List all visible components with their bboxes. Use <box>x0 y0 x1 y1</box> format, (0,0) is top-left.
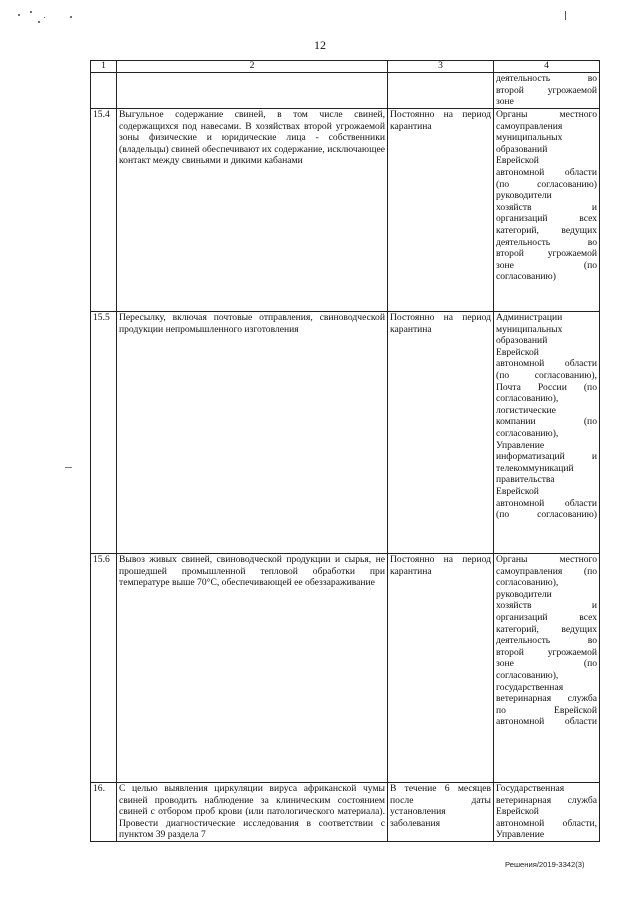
responsible-line: Почта России (по <box>496 381 597 393</box>
measure-description-cell: Выгульное содержание свиней, в том числе свиней, содержащихся под навесами. В хозяйствах второй угрожаемой зоны физические и юридические лица - собственники (владельцы) свиней обеспечивают их содержание, исключающее контакт между свиньями и дикими кабанами <box>117 109 388 312</box>
responsible-line: ветеринарная служба <box>496 693 597 705</box>
responsible-line: деятельность во <box>496 236 597 248</box>
responsible-line: муниципальных <box>496 323 563 335</box>
responsible-line: Еврейской <box>496 155 539 167</box>
responsible-line: Управление <box>496 439 545 451</box>
item-number-cell: 15.5 <box>91 312 117 554</box>
responsible-cell <box>494 554 600 783</box>
responsible-line: Администрации <box>496 312 563 323</box>
table-row <box>91 109 600 312</box>
responsible-line: Управление <box>496 829 545 841</box>
responsible-line: автономной области <box>496 497 597 509</box>
measure-description-cell <box>117 73 388 109</box>
responsible-line: деятельность во <box>496 73 597 84</box>
responsible-line: самоуправления (по <box>496 565 597 577</box>
item-number-cell: 15.4 <box>91 109 117 312</box>
responsible-line: логистические <box>496 404 556 416</box>
responsible-line: информатизаций и <box>496 451 597 463</box>
table-row <box>91 312 600 554</box>
measure-description-cell: Вывоз живых свиней, свиноводческой продукции и сырья, не прошедшей промышленной тепловой обработки при температуре выше 70°С, обеспечивающей ее обеззараживание <box>117 554 388 783</box>
responsible-line: самоуправления <box>496 120 563 132</box>
responsible-line: деятельность во <box>496 635 597 647</box>
responsible-line: Государственная <box>496 783 565 794</box>
scan-speck <box>44 17 45 18</box>
responsible-cell <box>494 312 600 554</box>
responsible-line: компании (по <box>496 416 597 428</box>
period-cell: Постоянно на период карантина <box>388 109 494 312</box>
table-header-row <box>91 61 600 73</box>
page-number: 12 <box>314 38 326 52</box>
column-header: 1 <box>91 61 117 73</box>
column-header: 4 <box>494 61 600 73</box>
scan-mark <box>565 11 566 20</box>
measure-description-cell: Пересылку, включая почтовые отправления, свиноводческой продукции непромышленного изготовления <box>117 312 388 554</box>
responsible-line: (по согласованию) <box>496 178 597 190</box>
responsible-line: образований <box>496 335 548 347</box>
responsible-line: руководители <box>496 190 552 202</box>
period-cell <box>388 73 494 109</box>
responsible-line: образований <box>496 143 548 155</box>
table-row <box>91 73 600 109</box>
responsible-line: (по согласованию), <box>496 369 597 381</box>
responsible-line: автономной области, <box>496 817 597 829</box>
responsible-line: зоне (по <box>496 658 597 670</box>
table-row <box>91 554 600 783</box>
document-code: Решения/2019-3342(3) <box>505 860 585 869</box>
responsible-line: Органы местного <box>496 109 597 120</box>
responsible-line: согласованию), <box>496 427 559 439</box>
responsible-line: категорий, ведущих <box>496 224 597 236</box>
responsible-line: автономной области <box>496 716 597 728</box>
responsible-cell <box>494 109 600 312</box>
responsible-line: зоне (по <box>496 259 597 271</box>
responsible-line: правительства <box>496 474 555 486</box>
responsible-line: телекоммуникаций <box>496 462 574 474</box>
responsible-line: государственная <box>496 681 564 693</box>
responsible-line: муниципальных <box>496 132 563 144</box>
responsible-line: Еврейской <box>496 806 539 818</box>
responsible-line: второй угрожаемой <box>496 646 597 658</box>
responsible-line: Органы местного <box>496 554 597 565</box>
responsible-cell <box>494 783 600 842</box>
column-header: 2 <box>117 61 388 73</box>
responsible-line: (по согласованию) <box>496 509 597 521</box>
responsible-line: категорий, ведущих <box>496 623 597 635</box>
responsible-line: согласованию), <box>496 393 559 405</box>
responsible-line: автономной области <box>496 166 597 178</box>
scan-mark <box>65 467 72 468</box>
measures-table <box>90 60 600 842</box>
column-header: 3 <box>388 61 494 73</box>
period-cell: В течение 6 месяцев после даты установления заболевания <box>388 783 494 842</box>
scan-speck <box>18 14 20 16</box>
scan-speck <box>30 11 32 13</box>
responsible-line: хозяйств и <box>496 201 597 213</box>
responsible-line: организаций всех <box>496 213 597 225</box>
scan-speck <box>70 16 72 18</box>
scan-speck <box>38 21 40 23</box>
item-number-cell: 15.6 <box>91 554 117 783</box>
period-cell: Постоянно на период карантина <box>388 312 494 554</box>
responsible-line: Еврейской <box>496 346 539 358</box>
period-cell: Постоянно на период карантина <box>388 554 494 783</box>
responsible-line: автономной области <box>496 358 597 370</box>
responsible-line: согласованию) <box>496 271 556 283</box>
responsible-line: согласованию), <box>496 669 559 681</box>
item-number-cell: 16. <box>91 783 117 842</box>
responsible-line: второй угрожаемой <box>496 84 597 96</box>
table-row <box>91 783 600 842</box>
responsible-cell <box>494 73 600 109</box>
responsible-line: хозяйств и <box>496 600 597 612</box>
item-number-cell <box>91 73 117 109</box>
responsible-line: ветеринарная служба <box>496 794 597 806</box>
responsible-line: руководители <box>496 588 552 600</box>
measure-description-cell: С целью выявления циркуляции вируса африканской чумы свиней проводить наблюдение за клиническим состоянием свиней с отбором проб крови (или патологического материала). Провести диагностические исследования в соответствии с пунктом 39 раздела 7 <box>117 783 388 842</box>
responsible-line: второй угрожаемой <box>496 248 597 260</box>
responsible-line: согласованию), <box>496 577 559 589</box>
responsible-line: организаций всех <box>496 611 597 623</box>
responsible-line: по Еврейской <box>496 704 597 716</box>
responsible-line: Еврейской <box>496 485 539 497</box>
responsible-line: зоне <box>496 96 514 108</box>
